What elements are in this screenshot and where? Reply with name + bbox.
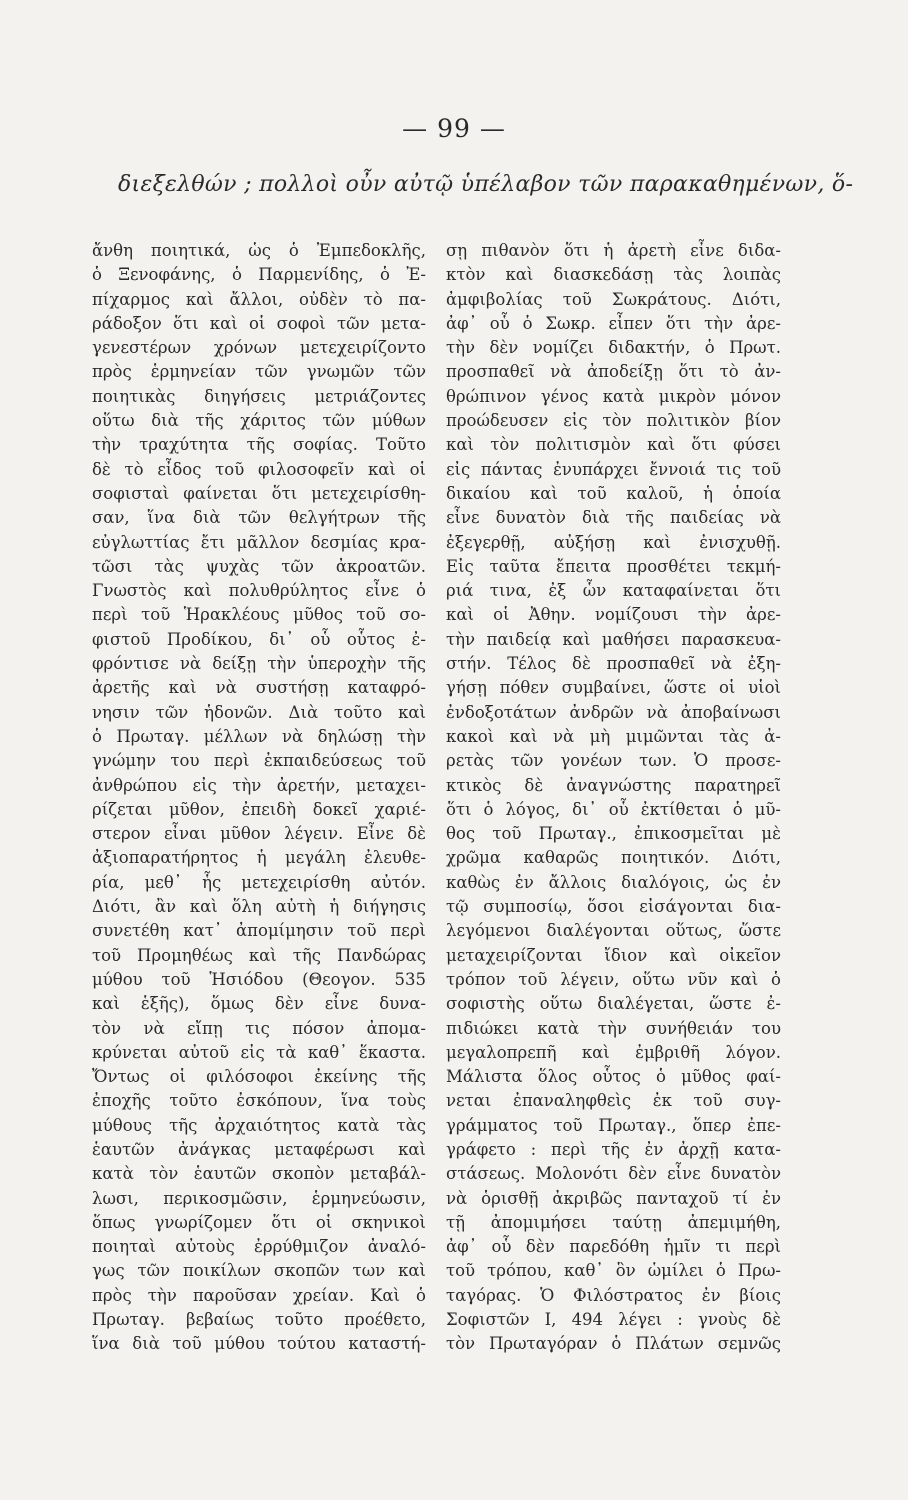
text-line: ὁ Ξενοφάνης, ὁ Παρμενίδης, ὁ Ἐ- [92, 265, 426, 285]
text-line: θος τοῦ Πρωταγ., ἐπικοσμεῖται μὲ [446, 824, 781, 844]
text-line: κακοὶ καὶ νὰ μὴ μιμῶνται τὰς ἀ- [446, 726, 781, 746]
text-line: ἐξεγερθῇ, αὐξήσῃ καὶ ἐνισχυθῇ. [446, 532, 781, 552]
text-line: ριά τινα, ἐξ ὧν καταφαίνεται ὅτι [446, 581, 781, 601]
text-line: Μάλιστα ὅλος οὗτος ὁ μῦθος φαί- [446, 1067, 781, 1087]
text-line: σοφιστὴς οὕτω διαλέγεται, ὥστε ἐ- [446, 994, 781, 1014]
text-line: πιδιώκει κατὰ τὴν συνήθειάν του [446, 1018, 781, 1038]
text-line: ἀφ᾽ οὗ ὁ Σωκρ. εἶπεν ὅτι τὴν ἀρε- [446, 313, 781, 333]
text-line: ἀρετῆς καὶ νὰ συστήσῃ καταφρό- [92, 678, 426, 698]
text-line: νεται ἐπαναληφθεὶς ἐκ τοῦ συγ- [446, 1091, 781, 1111]
text-line: θρώπινον γένος κατὰ μικρὸν μόνον [446, 386, 781, 406]
text-line: γήσῃ πόθεν συμβαίνει, ὥστε οἱ υἱοὶ [446, 678, 781, 698]
text-line: καὶ οἱ Ἀθην. νομίζουσι τὴν ἀρε- [446, 605, 781, 625]
text-line: ἑαυτῶν ἀνάγκας μεταφέρωσι καὶ [92, 1139, 426, 1159]
text-line: νὰ ὁρισθῇ ἀκριβῶς πανταχοῦ τί ἐν [446, 1188, 781, 1208]
text-line: ἄνθη ποιητικά, ὡς ὁ Ἐμπεδοκλῆς, [92, 241, 426, 260]
text-line: σαν, ἵνα διὰ τῶν θελγήτρων τῆς [92, 508, 426, 528]
text-line: ράδοξον ὅτι καὶ οἱ σοφοὶ τῶν μετα- [92, 313, 426, 333]
text-line: τρόπον τοῦ λέγειν, οὕτω νῦν καὶ ὁ [446, 969, 781, 989]
right-text-column [446, 239, 781, 1357]
text-line: μύθου τοῦ Ἡσιόδου (Θεογον. 535 [92, 969, 426, 989]
text-line: πρὸς τὴν παροῦσαν χρείαν. Καὶ ὁ [92, 1285, 426, 1305]
text-line: ρετὰς τῶν γονέων των. Ὁ προσε- [446, 751, 781, 771]
text-line: στήν. Τέλος δὲ προσπαθεῖ νὰ ἐξη- [446, 654, 781, 674]
text-line: τὸν νὰ εἴπῃ τις πόσον ἀπομα- [92, 1018, 426, 1038]
text-line: ἀμφιβολίας τοῦ Σωκράτους. Διότι, [446, 289, 781, 309]
text-line: ἀφ᾽ οὗ δὲν παρεδόθη ἡμῖν τι περὶ [446, 1237, 781, 1257]
text-line: τοῦ τρόπου, καθ᾽ ὃν ὡμίλει ὁ Πρω- [446, 1261, 781, 1281]
text-line: μεγαλοπρεπῆ καὶ ἐμβριθῆ λόγον. [446, 1042, 781, 1062]
text-line: γνώμην του περὶ ἐκπαιδεύσεως τοῦ [92, 751, 426, 771]
text-line: προώδευσεν εἰς τὸν πολιτικὸν βίον [446, 411, 781, 431]
text-line: καθὼς ἐν ἄλλοις διαλόγοις, ὡς ἐν [446, 872, 781, 892]
text-line: συνετέθη κατ᾽ ἀπομίμησιν τοῦ περὶ [92, 921, 426, 941]
text-line: ἐνδοξοτάτων ἀνδρῶν νὰ ἀποβαίνωσι [446, 702, 781, 722]
text-line: λωσι, περικοσμῶσιν, ἑρμηνεύωσιν, [92, 1188, 426, 1208]
text-line: τὴν παιδείᾳ καὶ μαθήσει παρασκευα- [446, 629, 781, 649]
text-line: στερον εἶναι μῦθον λέγειν. Εἶνε δὲ [92, 824, 426, 844]
text-line: φιστοῦ Προδίκου, δι᾽ οὗ οὗτος ἐ- [92, 629, 426, 649]
text-line: γράφετο : περὶ τῆς ἐν ἀρχῇ κατα- [446, 1139, 781, 1159]
text-line: κατὰ τὸν ἑαυτῶν σκοπὸν μεταβάλ- [92, 1164, 426, 1184]
text-line: ὅπως γνωρίζομεν ὅτι οἱ σκηνικοὶ [92, 1212, 426, 1232]
text-line: εὐγλωττίας ἔτι μᾶλλον δεσμίας κρα- [92, 532, 426, 552]
text-line: μύθους τῆς ἀρχαιότητος κατὰ τὰς [92, 1115, 426, 1135]
text-line: κτικὸς δὲ ἀναγνώστης παρατηρεῖ [446, 775, 781, 795]
text-line: γράμματος τοῦ Πρωταγ., ὅπερ ἐπε- [446, 1115, 781, 1135]
text-line: κτὸν καὶ διασκεδάσῃ τὰς λοιπὰς [446, 265, 781, 285]
text-line: ὅτι ὁ λόγος, δι᾽ οὗ ἐκτίθεται ὁ μῦ- [446, 799, 781, 819]
page-number: — 99 — [402, 114, 506, 143]
left-text-column [92, 239, 426, 1357]
text-line: μεταχειρίζονται ἴδιον καὶ οἰκεῖον [446, 945, 781, 965]
text-line: τῶσι τὰς ψυχὰς τῶν ἀκροατῶν. [92, 556, 426, 576]
text-line: ρίζεται μῦθον, ἐπειδὴ δοκεῖ χαριέ- [92, 799, 426, 819]
text-line: Ὄντως οἱ φιλόσοφοι ἐκείνης τῆς [92, 1067, 426, 1087]
text-line: Γνωστὸς καὶ πολυθρύλητος εἶνε ὁ [92, 581, 426, 601]
text-line: καὶ ἑξῆς), ὅμως δὲν εἶνε δυνα- [92, 994, 426, 1014]
text-line: ἵνα διὰ τοῦ μύθου τούτου καταστή- [92, 1334, 426, 1354]
text-line: κρύνεται αὐτοῦ εἰς τὰ καθ᾽ ἕκαστα. [92, 1042, 426, 1062]
text-line: λεγόμενοι διαλέγονται οὕτως, ὥστε [446, 921, 781, 941]
text-line: δικαίου καὶ τοῦ καλοῦ, ἡ ὁποία [446, 483, 781, 503]
text-line: ὁ Πρωταγ. μέλλων νὰ δηλώσῃ τὴν [92, 726, 426, 746]
text-line: πίχαρμος καὶ ἄλλοι, οὐδὲν τὸ πα- [92, 289, 426, 309]
text-line: τῷ συμποσίῳ, ὅσοι εἰσάγονται δια- [446, 897, 781, 917]
text-line: χρῶμα καθαρῶς ποιητικόν. Διότι, [446, 848, 781, 868]
text-line: νησιν τῶν ἡδονῶν. Διὰ τοῦτο καὶ [92, 702, 426, 722]
text-line: στάσεως. Μολονότι δὲν εἶνε δυνατὸν [446, 1164, 781, 1184]
text-line: ἀνθρώπου εἰς τὴν ἀρετήν, μεταχει- [92, 775, 426, 795]
text-line: Διότι, ἂν καὶ ὅλη αὐτὴ ἡ διήγησις [92, 897, 426, 917]
text-line: φρόντισε νὰ δείξῃ τὴν ὑπεροχὴν τῆς [92, 654, 426, 674]
text-line: σοφισταὶ φαίνεται ὅτι μετεχειρίσθη- [92, 483, 426, 503]
text-line: τὸν Πρωταγόραν ὁ Πλάτων σεμνῶς [446, 1334, 781, 1354]
text-line: Πρωταγ. βεβαίως τοῦτο προέθετο, [92, 1310, 426, 1330]
text-line: προσπαθεῖ νὰ ἀποδείξῃ ὅτι τὸ ἀν- [446, 362, 781, 382]
text-line: εἰς πάντας ἐνυπάρχει ἔννοιά τις τοῦ [446, 459, 781, 479]
text-line: πρὸς ἑρμηνείαν τῶν γνωμῶν τῶν [92, 362, 426, 382]
text-line: γενεστέρων χρόνων μετεχειρίζοντο [92, 338, 426, 358]
text-line: τοῦ Προμηθέως καὶ τῆς Πανδώρας [92, 945, 426, 965]
text-line: ἐποχῆς τοῦτο ἐσκόπουν, ἵνα τοὺς [92, 1091, 426, 1111]
text-line: ἀξιοπαρατήρητος ἡ μεγάλη ἐλευθε- [92, 848, 426, 868]
text-line: περὶ τοῦ Ἡρακλέους μῦθος τοῦ σο- [92, 605, 426, 625]
text-line: Εἰς ταῦτα ἔπειτα προσθέτει τεκμή- [446, 556, 781, 576]
text-line: σῃ πιθανὸν ὅτι ἡ ἀρετὴ εἶνε διδα- [446, 241, 781, 260]
text-line: Σοφιστῶν Ι, 494 λέγει : γνοὺς δὲ [446, 1310, 781, 1330]
text-line: οὕτω διὰ τῆς χάριτος τῶν μύθων [92, 411, 426, 431]
text-line: ταγόρας. Ὁ Φιλόστρατος ἐν βίοις [446, 1285, 781, 1305]
text-line: γως τῶν ποικίλων σκοπῶν των καὶ [92, 1261, 426, 1281]
text-line: εἶνε δυνατὸν διὰ τῆς παιδείας νὰ [446, 508, 781, 528]
text-line: τῇ ἀπομιμήσει ταύτῃ ἀπεμιμήθη, [446, 1212, 781, 1232]
text-line: ρία, μεθ᾽ ἧς μετεχειρίσθη αὐτόν. [92, 872, 426, 892]
text-line: τὴν δὲν νομίζει διδακτήν, ὁ Πρωτ. [446, 338, 781, 358]
continuation-heading-line: διεξελθών ; πολλοὶ οὖν αὐτῷ ὑπέλαβον τῶν παρακαθημένων, ὅ- [118, 172, 854, 197]
text-line: καὶ τὸν πολιτισμὸν καὶ ὅτι φύσει [446, 435, 781, 455]
text-line: ποιηταὶ αὐτοὺς ἐρρύθμιζον ἀναλό- [92, 1237, 426, 1257]
text-line: δὲ τὸ εἶδος τοῦ φιλοσοφεῖν καὶ οἱ [92, 459, 426, 479]
text-line: ποιητικὰς διηγήσεις μετριάζοντες [92, 386, 426, 406]
text-line: τὴν τραχύτητα τῆς σοφίας. Τοῦτο [92, 435, 426, 455]
